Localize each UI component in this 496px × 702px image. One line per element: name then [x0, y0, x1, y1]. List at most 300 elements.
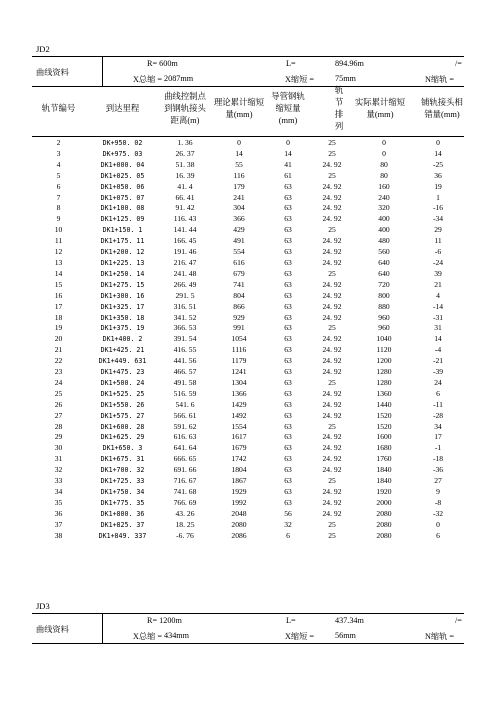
table-cell: 63: [284, 334, 292, 344]
table-cell: 63: [284, 323, 292, 333]
table-cell: 32: [54, 465, 63, 475]
table-cell: 25: [328, 138, 336, 147]
table-cell: -16: [432, 203, 444, 213]
table-cell: -21: [432, 356, 444, 366]
table-cell: 25: [328, 323, 336, 333]
table-cell: 63: [284, 454, 292, 464]
table-cell: 63: [284, 443, 292, 453]
table-cell: 1280: [376, 377, 392, 387]
table-cell: 166. 45: [173, 236, 197, 246]
table-cell: 16: [54, 290, 63, 300]
table-cell: 26: [54, 399, 63, 409]
table-row: [32, 193, 464, 204]
table-cell: 560: [378, 247, 390, 257]
jd3-top-rule: [32, 613, 464, 614]
table-cell: 18. 25: [175, 519, 195, 529]
table-cell: 6: [286, 530, 290, 540]
table-cell: 43. 26: [175, 508, 195, 518]
jd3-x-total-value: 434mm: [164, 631, 190, 640]
table-row: [32, 345, 464, 356]
table-cell: 160: [378, 181, 390, 191]
table-cell: 2080: [376, 519, 392, 529]
table-cell: 25: [328, 148, 336, 158]
table-cell: 24: [54, 377, 63, 387]
table-cell: 516. 59: [173, 388, 197, 398]
table-cell: DK1+200. 12: [100, 248, 145, 257]
jd2-section-label: JD2: [36, 44, 50, 54]
table-cell: -6: [434, 247, 442, 257]
table-cell: 24. 92: [322, 214, 342, 224]
table-cell: 63: [284, 465, 292, 475]
jd3-curve-info-label: 曲线资料: [36, 625, 69, 634]
table-cell: 2048: [231, 508, 247, 518]
table-cell: 3: [56, 148, 61, 158]
table-cell: 291. 5: [175, 290, 195, 300]
table-cell: -31: [432, 312, 444, 322]
table-row: [32, 269, 464, 280]
table-cell: 1554: [231, 421, 247, 431]
table-cell: 0: [436, 138, 440, 147]
table-cell: 31: [434, 323, 442, 333]
table-cell: -32: [432, 508, 444, 518]
table-cell: DK1+500. 24: [100, 378, 145, 387]
table-cell: 2086: [231, 530, 247, 540]
table-cell: 32: [284, 519, 292, 529]
table-cell: 0: [382, 148, 386, 158]
jd3-n-label: N缩轨 =: [425, 632, 454, 641]
table-cell: 1429: [231, 399, 247, 409]
table-cell: 7: [56, 192, 61, 202]
table-cell: 441. 56: [173, 356, 197, 366]
table-cell: DK1+775. 35: [100, 498, 145, 507]
table-cell: 21: [54, 345, 63, 355]
jd2-curve-info-label: 曲线资料: [36, 68, 69, 77]
table-cell: DK1+075. 07: [100, 193, 145, 202]
table-cell: 9: [436, 487, 440, 496]
rail-joint-table: [32, 138, 464, 542]
table-cell: 63: [284, 497, 292, 507]
table-cell: 1804: [231, 465, 247, 475]
table-cell: 24. 92: [322, 432, 342, 442]
table-cell: 24. 92: [322, 236, 342, 246]
table-cell: 25: [328, 170, 336, 180]
table-row: [32, 236, 464, 247]
table-cell: 63: [284, 225, 292, 235]
table-cell: 240: [378, 192, 390, 202]
table-cell: 24. 92: [322, 301, 342, 311]
table-cell: 17: [54, 301, 63, 311]
table-cell: 1742: [231, 454, 247, 464]
table-cell: 400: [378, 214, 390, 224]
table-cell: 2080: [376, 508, 392, 518]
table-cell: 1600: [376, 432, 392, 442]
table-cell: 24. 92: [322, 257, 342, 267]
table-cell: 25: [328, 519, 336, 529]
table-cell: 25: [328, 225, 336, 235]
table-cell: 34: [434, 421, 442, 431]
table-cell: 1492: [231, 410, 247, 420]
table-cell: 0: [436, 519, 440, 529]
table-cell: 266. 49: [173, 279, 197, 289]
header-theory-cum: 理论累计缩短量(mm): [213, 98, 265, 119]
table-cell: -34: [432, 214, 444, 224]
jd2-radius: R= 600m: [147, 59, 178, 68]
table-cell: 37: [54, 519, 63, 529]
table-row: [32, 160, 464, 171]
table-cell: 27: [54, 410, 63, 420]
table-cell: 391. 54: [173, 334, 197, 344]
table-cell: 24. 92: [322, 181, 342, 191]
jd3-length-label: L=: [286, 616, 296, 625]
table-cell: -39: [432, 367, 444, 377]
table-cell: 9: [56, 214, 61, 224]
table-cell: DK1+825. 37: [100, 520, 145, 529]
table-cell: 1520: [376, 421, 392, 431]
table-cell: 640: [378, 268, 390, 278]
table-cell: 11: [434, 236, 442, 246]
table-cell: 29: [434, 225, 442, 235]
table-cell: 1867: [231, 476, 247, 486]
table-cell: DK1+125. 09: [100, 215, 145, 224]
table-row: [32, 356, 464, 367]
table-cell: 1116: [231, 345, 247, 355]
header-rail-no: 轨节编号: [41, 104, 76, 113]
table-cell: 14: [235, 148, 243, 158]
table-cell: 19: [54, 323, 63, 333]
table-cell: 241. 48: [173, 268, 197, 278]
table-cell: 0: [237, 138, 241, 147]
table-cell: 16. 39: [175, 170, 195, 180]
table-cell: DK1+600. 28: [100, 422, 145, 431]
table-cell: 491: [233, 236, 245, 246]
table-row: [32, 203, 464, 214]
table-cell: -28: [432, 410, 444, 420]
table-cell: 741. 68: [173, 487, 197, 496]
table-cell: 63: [284, 279, 292, 289]
table-cell: 63: [284, 247, 292, 257]
table-cell: DK+950. 02: [102, 139, 143, 147]
table-cell: 63: [284, 203, 292, 213]
jd3-slash: /=: [455, 616, 462, 625]
table-cell: DK1+000. 04: [100, 160, 145, 169]
table-cell: 24. 92: [322, 279, 342, 289]
table-cell: 1920: [376, 487, 392, 496]
table-cell: DK1+400. 2: [102, 335, 143, 344]
table-cell: 2080: [231, 519, 247, 529]
table-cell: DK1+150. 1: [102, 226, 143, 235]
table-cell: 716. 67: [173, 476, 197, 486]
table-row: [32, 498, 464, 509]
table-cell: DK1+050. 06: [100, 182, 145, 191]
jd3-info-divider: [102, 613, 103, 643]
table-cell: 63: [284, 257, 292, 267]
table-cell: DK+975. 03: [102, 149, 143, 158]
jd2-x-total-value: 2087mm: [164, 74, 194, 83]
jd3-length-value: 437.34m: [335, 616, 364, 625]
table-cell: 26. 37: [175, 148, 195, 158]
table-cell: 63: [284, 312, 292, 322]
table-cell: -6. 76: [176, 530, 194, 540]
rail-joint-rows: [32, 138, 464, 542]
table-cell: 11: [54, 236, 63, 246]
table-cell: 2000: [376, 497, 392, 507]
table-cell: DK1+700. 32: [100, 466, 145, 475]
table-row: [32, 509, 464, 520]
table-cell: 24. 92: [322, 312, 342, 322]
table-cell: 1440: [376, 399, 392, 409]
header-control-dist: 曲线控制点到钢轨接头距离(m): [164, 92, 206, 125]
table-cell: DK1+449. 631: [98, 357, 147, 366]
jd2-x-cut-label: X缩短 =: [285, 75, 314, 84]
table-cell: 63: [284, 181, 292, 191]
table-cell: -4: [434, 345, 442, 355]
table-cell: DK1+525. 25: [100, 389, 145, 398]
table-cell: 1520: [376, 410, 392, 420]
table-cell: 320: [378, 203, 390, 213]
table-cell: 24: [434, 377, 442, 387]
table-cell: 24. 92: [322, 443, 342, 453]
jd2-x-total-label: X总缩 =: [133, 75, 162, 84]
table-row: [32, 454, 464, 465]
table-cell: 6: [56, 181, 61, 191]
table-cell: 25: [328, 530, 336, 540]
table-cell: 866: [233, 301, 245, 311]
table-cell: DK1+250. 14: [100, 269, 145, 278]
table-cell: 63: [284, 192, 292, 202]
table-cell: DK1+025. 05: [100, 171, 145, 180]
jd3-x-total-label: X总缩 =: [133, 632, 162, 641]
table-cell: 24. 92: [322, 367, 342, 377]
table-row: [32, 400, 464, 411]
table-cell: 24. 92: [322, 508, 342, 518]
table-cell: 35: [54, 497, 63, 507]
table-cell: -25: [432, 159, 444, 169]
table-cell: 766. 69: [173, 497, 197, 507]
table-cell: 366: [233, 214, 245, 224]
table-cell: 31: [54, 454, 63, 464]
table-cell: DK1+350. 18: [100, 313, 145, 322]
table-cell: 24. 92: [322, 356, 342, 366]
table-cell: 63: [284, 236, 292, 246]
table-cell: 400: [378, 225, 390, 235]
table-cell: 24. 92: [322, 410, 342, 420]
table-cell: 880: [378, 301, 390, 311]
table-cell: 179: [233, 181, 245, 191]
table-row: [32, 225, 464, 236]
table-row: [32, 138, 464, 149]
table-cell: 491. 58: [173, 377, 197, 387]
table-cell: 25: [328, 421, 336, 431]
table-cell: 216. 47: [173, 257, 197, 267]
table-row: [32, 378, 464, 389]
table-cell: -11: [433, 399, 443, 409]
table-cell: 1840: [376, 465, 392, 475]
table-cell: 13: [54, 257, 63, 267]
table-cell: 541. 6: [175, 399, 195, 409]
table-cell: 63: [284, 399, 292, 409]
table-cell: 480: [378, 236, 390, 246]
table-cell: 63: [284, 268, 292, 278]
table-cell: DK1+425. 21: [100, 346, 145, 355]
table-cell: 63: [284, 410, 292, 420]
table-cell: 24. 92: [322, 159, 342, 169]
table-cell: 304: [233, 203, 245, 213]
header-bottom-rule: [32, 136, 464, 137]
table-cell: 554: [233, 247, 245, 257]
table-row: [32, 258, 464, 269]
table-cell: 1840: [376, 476, 392, 486]
table-cell: 24. 92: [322, 399, 342, 409]
table-cell: 1304: [231, 377, 247, 387]
table-cell: 24. 92: [322, 290, 342, 300]
table-cell: 4: [56, 159, 61, 169]
table-cell: 61: [284, 170, 292, 180]
table-cell: 24. 92: [322, 497, 342, 507]
table-cell: 63: [284, 290, 292, 300]
table-cell: 12: [54, 247, 63, 257]
table-row: [32, 531, 464, 542]
jd2-n-label: N缩轨 =: [425, 75, 454, 84]
table-cell: DK1+575. 27: [100, 411, 145, 420]
table-row: [32, 411, 464, 422]
table-cell: 18: [54, 312, 63, 322]
table-cell: 1: [436, 192, 440, 202]
table-cell: 366. 53: [173, 323, 197, 333]
table-cell: 116. 43: [173, 214, 197, 224]
table-cell: 66. 41: [175, 192, 195, 202]
header-guide-short: 导管钢轨缩短量(mm): [271, 92, 305, 125]
table-cell: 55: [235, 159, 243, 169]
jd3-x-cut-label: X缩短 =: [285, 632, 314, 641]
table-cell: 1680: [376, 443, 392, 453]
table-cell: 23: [54, 367, 63, 377]
table-cell: 960: [378, 312, 390, 322]
table-cell: 25: [54, 388, 63, 398]
table-cell: 1280: [376, 367, 392, 377]
jd3-radius: R= 1200m: [147, 616, 182, 625]
table-cell: DK1+725. 33: [100, 477, 145, 486]
table-cell: 1. 36: [177, 138, 193, 147]
table-cell: 24. 92: [322, 192, 342, 202]
table-cell: 720: [378, 279, 390, 289]
table-cell: 429: [233, 225, 245, 235]
table-cell: 241: [233, 192, 245, 202]
table-cell: DK1+225. 13: [100, 258, 145, 267]
table-cell: 466. 57: [173, 367, 197, 377]
table-cell: 1120: [376, 345, 392, 355]
table-cell: 25: [328, 268, 336, 278]
table-cell: 21: [434, 279, 442, 289]
table-cell: 679: [233, 268, 245, 278]
table-cell: 15: [54, 279, 63, 289]
table-row: [32, 302, 464, 313]
table-cell: 63: [284, 345, 292, 355]
table-cell: 39: [434, 268, 442, 278]
table-row: [32, 313, 464, 324]
table-cell: 1366: [231, 388, 247, 398]
table-cell: 22: [54, 356, 63, 366]
table-cell: 38: [54, 530, 63, 540]
table-cell: 36: [54, 508, 63, 518]
table-cell: 80: [380, 159, 388, 169]
jd3-x-cut-value: 56mm: [335, 631, 356, 640]
table-cell: 741: [233, 279, 245, 289]
table-cell: 640: [378, 257, 390, 267]
table-cell: 24. 92: [322, 247, 342, 257]
table-cell: 51. 38: [175, 159, 195, 169]
table-cell: 1929: [231, 487, 247, 496]
table-row: [32, 291, 464, 302]
table-cell: 2: [56, 138, 61, 147]
table-cell: 41: [284, 159, 292, 169]
table-cell: 1617: [231, 432, 247, 442]
table-cell: 316. 51: [173, 301, 197, 311]
table-cell: DK1+375. 19: [100, 324, 145, 333]
table-cell: 63: [284, 356, 292, 366]
table-cell: 19: [434, 181, 442, 191]
table-cell: 91. 42: [175, 203, 195, 213]
table-cell: 20: [54, 334, 63, 344]
table-cell: 1992: [231, 497, 247, 507]
table-cell: 24. 92: [322, 465, 342, 475]
table-cell: 80: [380, 170, 388, 180]
table-cell: 6: [436, 530, 440, 540]
table-cell: 28: [54, 421, 63, 431]
table-cell: 641. 64: [173, 443, 197, 453]
table-cell: DK1+550. 26: [100, 400, 145, 409]
table-cell: 929: [233, 312, 245, 322]
table-row: [32, 149, 464, 160]
table-cell: 14: [54, 268, 63, 278]
table-cell: DK1+100. 08: [100, 204, 145, 213]
table-cell: 25: [328, 377, 336, 387]
table-cell: 591. 62: [173, 421, 197, 431]
table-cell: 24. 92: [322, 487, 342, 496]
table-cell: 141. 44: [173, 225, 197, 235]
table-cell: -36: [432, 465, 444, 475]
table-cell: 1054: [231, 334, 247, 344]
table-cell: DK1+849. 337: [98, 531, 147, 540]
table-row: [32, 389, 464, 400]
table-cell: DK1+650. 3: [102, 444, 143, 453]
table-cell: 800: [378, 290, 390, 300]
table-cell: 27: [434, 476, 442, 486]
table-row: [32, 487, 464, 498]
table-cell: -8: [434, 497, 442, 507]
table-row: [32, 465, 464, 476]
table-row: [32, 182, 464, 193]
jd2-length-value: 894.96m: [335, 59, 364, 68]
table-cell: -18: [432, 454, 444, 464]
jd3-info-bottom-rule: [32, 643, 464, 644]
table-row: [32, 171, 464, 182]
jd3-section-label: JD3: [36, 601, 50, 611]
table-row: [32, 476, 464, 487]
table-cell: 960: [378, 323, 390, 333]
table-cell: 1040: [376, 334, 392, 344]
table-row: [32, 334, 464, 345]
table-cell: -24: [432, 257, 444, 267]
table-row: [32, 443, 464, 454]
table-cell: 63: [284, 476, 292, 486]
table-cell: 4: [436, 290, 440, 300]
table-row: [32, 520, 464, 531]
table-cell: 24. 92: [322, 203, 342, 213]
header-arrive-km: 到达里程: [105, 104, 140, 113]
table-cell: 116: [233, 170, 245, 180]
table-cell: 2080: [376, 530, 392, 540]
table-row: [32, 422, 464, 433]
